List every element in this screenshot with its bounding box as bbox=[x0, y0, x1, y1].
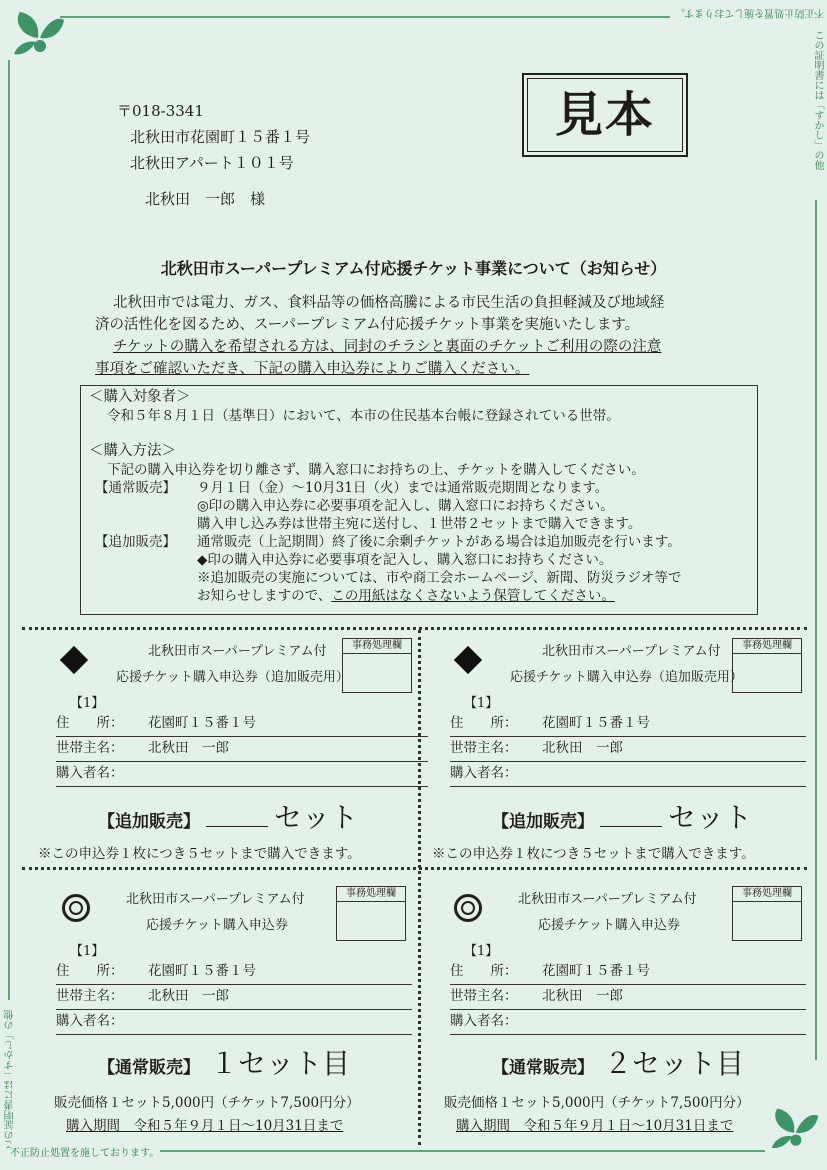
field-value: 花園町１５番１号 bbox=[148, 963, 256, 979]
period-note bbox=[66, 1114, 343, 1134]
method-heading: ＜購入方法＞ bbox=[89, 443, 176, 459]
target-text: 令和５年８月１日（基準日）において、本市の住民基本台帳に登録されている世帯。 bbox=[107, 408, 620, 424]
bottom-security-line bbox=[160, 1150, 765, 1152]
coupon-title-2: 応援チケット購入申込券 bbox=[538, 918, 680, 933]
head-field[interactable] bbox=[450, 737, 806, 762]
sale-line bbox=[492, 796, 752, 836]
coupon-title-1: 北秋田市スーパープレミアム付 bbox=[148, 644, 327, 659]
top-security-text: 不正防止処置を施しております。 bbox=[675, 7, 825, 18]
coupon-title-1: 北秋田市スーパープレミアム付 bbox=[126, 892, 305, 907]
buyer-field[interactable] bbox=[56, 762, 428, 787]
top-security-line bbox=[60, 16, 670, 18]
price-note: 販売価格１セット5,000円（チケット7,500円分） bbox=[54, 1095, 360, 1111]
head-field[interactable] bbox=[450, 985, 806, 1010]
field-value: 花園町１５番１号 bbox=[542, 715, 650, 731]
regular-label: 【通常販売】 bbox=[95, 480, 176, 496]
office-label: 事務処理欄 bbox=[742, 888, 792, 899]
left-security-text: この証明書には「すかし」の他 bbox=[5, 1010, 16, 1150]
office-label: 事務処理欄 bbox=[346, 888, 396, 899]
extra-text: 通常販売（上記期間）終了後に余剰チケットがある場合は追加販売を行います。 bbox=[197, 534, 681, 550]
coupon-note: ※この申込券１枚につき５セットまで購入できます。 bbox=[38, 846, 361, 862]
period-value: 令和５年９月１日～10月31日まで bbox=[523, 1118, 734, 1134]
set-label: セット bbox=[668, 801, 753, 834]
buyer-field[interactable] bbox=[450, 762, 806, 787]
coupon-number: 【1】 bbox=[70, 696, 105, 711]
sale-line bbox=[492, 1042, 744, 1082]
sale-line bbox=[98, 796, 358, 836]
coupon-title-2: 応援チケット購入申込券（追加販売用） bbox=[510, 670, 743, 685]
office-label: 事務処理欄 bbox=[742, 640, 792, 651]
office-box bbox=[342, 638, 412, 693]
recipient-name: 北秋田 一郎 様 bbox=[145, 190, 266, 208]
period-note bbox=[456, 1114, 733, 1134]
head-field[interactable] bbox=[56, 737, 428, 762]
coupon-extra-left bbox=[36, 632, 436, 877]
field-label: 購入者名： bbox=[450, 765, 518, 781]
coupon-number: 【1】 bbox=[464, 944, 499, 959]
double-circle-icon bbox=[454, 894, 482, 922]
sample-stamp: 見本 bbox=[522, 73, 688, 157]
diamond-icon bbox=[454, 646, 482, 674]
field-value: 北秋田 一郎 bbox=[148, 988, 229, 1004]
field-label: 世帯主名： bbox=[450, 740, 518, 756]
postal-code: 〒018-3341 bbox=[117, 102, 204, 120]
address-line-2: 北秋田アパート１０１号 bbox=[130, 154, 294, 172]
coupon-number: 【1】 bbox=[464, 696, 499, 711]
extra-text: ※追加販売の実施については、市や商工会ホームページ、新聞、防災ラジオ等で bbox=[197, 570, 682, 586]
sale-line bbox=[98, 1042, 350, 1082]
sale-label: 【追加販売】 bbox=[98, 812, 200, 832]
bottom-security-text: 不正防止処置を施しております。 bbox=[10, 1148, 160, 1159]
target-heading: ＜購入対象者＞ bbox=[89, 389, 191, 405]
period-label: 購入期間 bbox=[66, 1118, 120, 1134]
regular-text: ◎印の購入申込券に必要事項を記入し、購入窓口にお持ちください。 bbox=[197, 498, 614, 514]
extra-label: 【追加販売】 bbox=[95, 534, 176, 550]
double-circle-icon bbox=[62, 894, 90, 922]
field-label: 購入者名： bbox=[56, 765, 124, 781]
field-label: 住 所： bbox=[56, 963, 124, 979]
sale-label: 【通常販売】 bbox=[492, 1058, 594, 1078]
field-label: 世帯主名： bbox=[56, 988, 124, 1004]
field-value: 花園町１５番１号 bbox=[148, 715, 256, 731]
set-count-input[interactable] bbox=[206, 806, 268, 827]
field-label: 世帯主名： bbox=[450, 988, 518, 1004]
purchase-info-box bbox=[80, 385, 758, 615]
field-value: 北秋田 一郎 bbox=[148, 740, 229, 756]
cut-line-top bbox=[22, 627, 807, 630]
office-box bbox=[732, 638, 802, 693]
set-number: ２セット目 bbox=[604, 1047, 745, 1080]
sale-label: 【追加販売】 bbox=[492, 812, 594, 832]
field-label: 購入者名： bbox=[450, 1013, 518, 1029]
intro-line: 北秋田市では電力、ガス、食料品等の価格高騰による市民生活の負担軽減及び地域経 bbox=[113, 295, 665, 311]
address-field[interactable] bbox=[450, 712, 806, 737]
field-value: 花園町１５番１号 bbox=[542, 963, 650, 979]
left-security-line bbox=[8, 60, 10, 1000]
set-number: １セット目 bbox=[210, 1047, 351, 1080]
coupon-title-1: 北秋田市スーパープレミアム付 bbox=[542, 644, 721, 659]
diamond-icon bbox=[60, 646, 88, 674]
head-field[interactable] bbox=[56, 985, 412, 1010]
set-label: セット bbox=[274, 801, 359, 834]
period-label: 購入期間 bbox=[456, 1118, 510, 1134]
field-label: 世帯主名： bbox=[56, 740, 124, 756]
field-label: 購入者名： bbox=[56, 1013, 124, 1029]
sale-label: 【通常販売】 bbox=[98, 1058, 200, 1078]
leaf-logo-icon bbox=[10, 8, 66, 60]
field-label: 住 所： bbox=[450, 963, 518, 979]
keep-notice: この用紙はなくさないよう保管してください。 bbox=[331, 588, 615, 604]
period-value: 令和５年９月１日～10月31日まで bbox=[133, 1118, 344, 1134]
intro-line: 済の活性化を図るため、スーパープレミアム付応援チケット事業を実施いたします。 bbox=[95, 317, 640, 333]
coupon-title-2: 応援チケット購入申込券 bbox=[146, 918, 288, 933]
field-label: 住 所： bbox=[450, 715, 518, 731]
price-note: 販売価格１セット5,000円（チケット7,500円分） bbox=[444, 1095, 750, 1111]
intro-paragraph bbox=[95, 292, 755, 380]
office-label: 事務処理欄 bbox=[352, 640, 402, 651]
coupon-extra-right bbox=[430, 632, 827, 877]
regular-text: 購入申し込み券は世帯主宛に送付し、１世帯２セットまで購入できます。 bbox=[197, 516, 642, 532]
coupon-title-1: 北秋田市スーパープレミアム付 bbox=[518, 892, 697, 907]
set-count-input[interactable] bbox=[600, 806, 662, 827]
notice-title: 北秋田市スーパープレミアム付応援チケット事業について（お知らせ） bbox=[160, 259, 667, 278]
address-field[interactable] bbox=[56, 712, 428, 737]
address-field[interactable] bbox=[450, 960, 806, 985]
buyer-field[interactable] bbox=[450, 1010, 806, 1035]
buyer-field[interactable] bbox=[56, 1010, 412, 1035]
office-box bbox=[732, 886, 802, 941]
coupon-title-2: 応援チケット購入申込券（追加販売用） bbox=[116, 670, 349, 685]
field-value: 北秋田 一郎 bbox=[542, 740, 623, 756]
extra-text-part: お知らせしますので、 bbox=[197, 588, 332, 604]
field-value: 北秋田 一郎 bbox=[542, 988, 623, 1004]
coupon-number: 【1】 bbox=[70, 944, 105, 959]
coupon-regular-left bbox=[36, 882, 436, 1134]
field-label: 住 所： bbox=[56, 715, 124, 731]
regular-text: ９月１日（金）～10月31日（火）までは通常販売期間となります。 bbox=[197, 480, 609, 496]
right-security-text: この証明書には「すかし」の他 bbox=[812, 30, 823, 170]
method-text: 下記の購入申込券を切り離さず、購入窓口にお持ちの上、チケットを購入してください。 bbox=[107, 462, 645, 478]
extra-text bbox=[197, 587, 615, 605]
address-field[interactable] bbox=[56, 960, 412, 985]
extra-text: ◆印の購入申込券に必要事項を記入し、購入窓口にお持ちください。 bbox=[197, 552, 613, 568]
address-line-1: 北秋田市花園町１５番１号 bbox=[130, 128, 311, 146]
office-box bbox=[336, 886, 406, 941]
intro-line: 事項をご確認いただき、下記の購入申込券によりご購入ください。 bbox=[95, 361, 530, 377]
intro-line: チケットの購入を希望される方は、同封のチラシと裏面のチケットご利用の際の注意 bbox=[113, 339, 662, 355]
coupon-regular-right bbox=[430, 882, 827, 1134]
coupon-note: ※この申込券１枚につき５セットまで購入できます。 bbox=[432, 846, 755, 862]
